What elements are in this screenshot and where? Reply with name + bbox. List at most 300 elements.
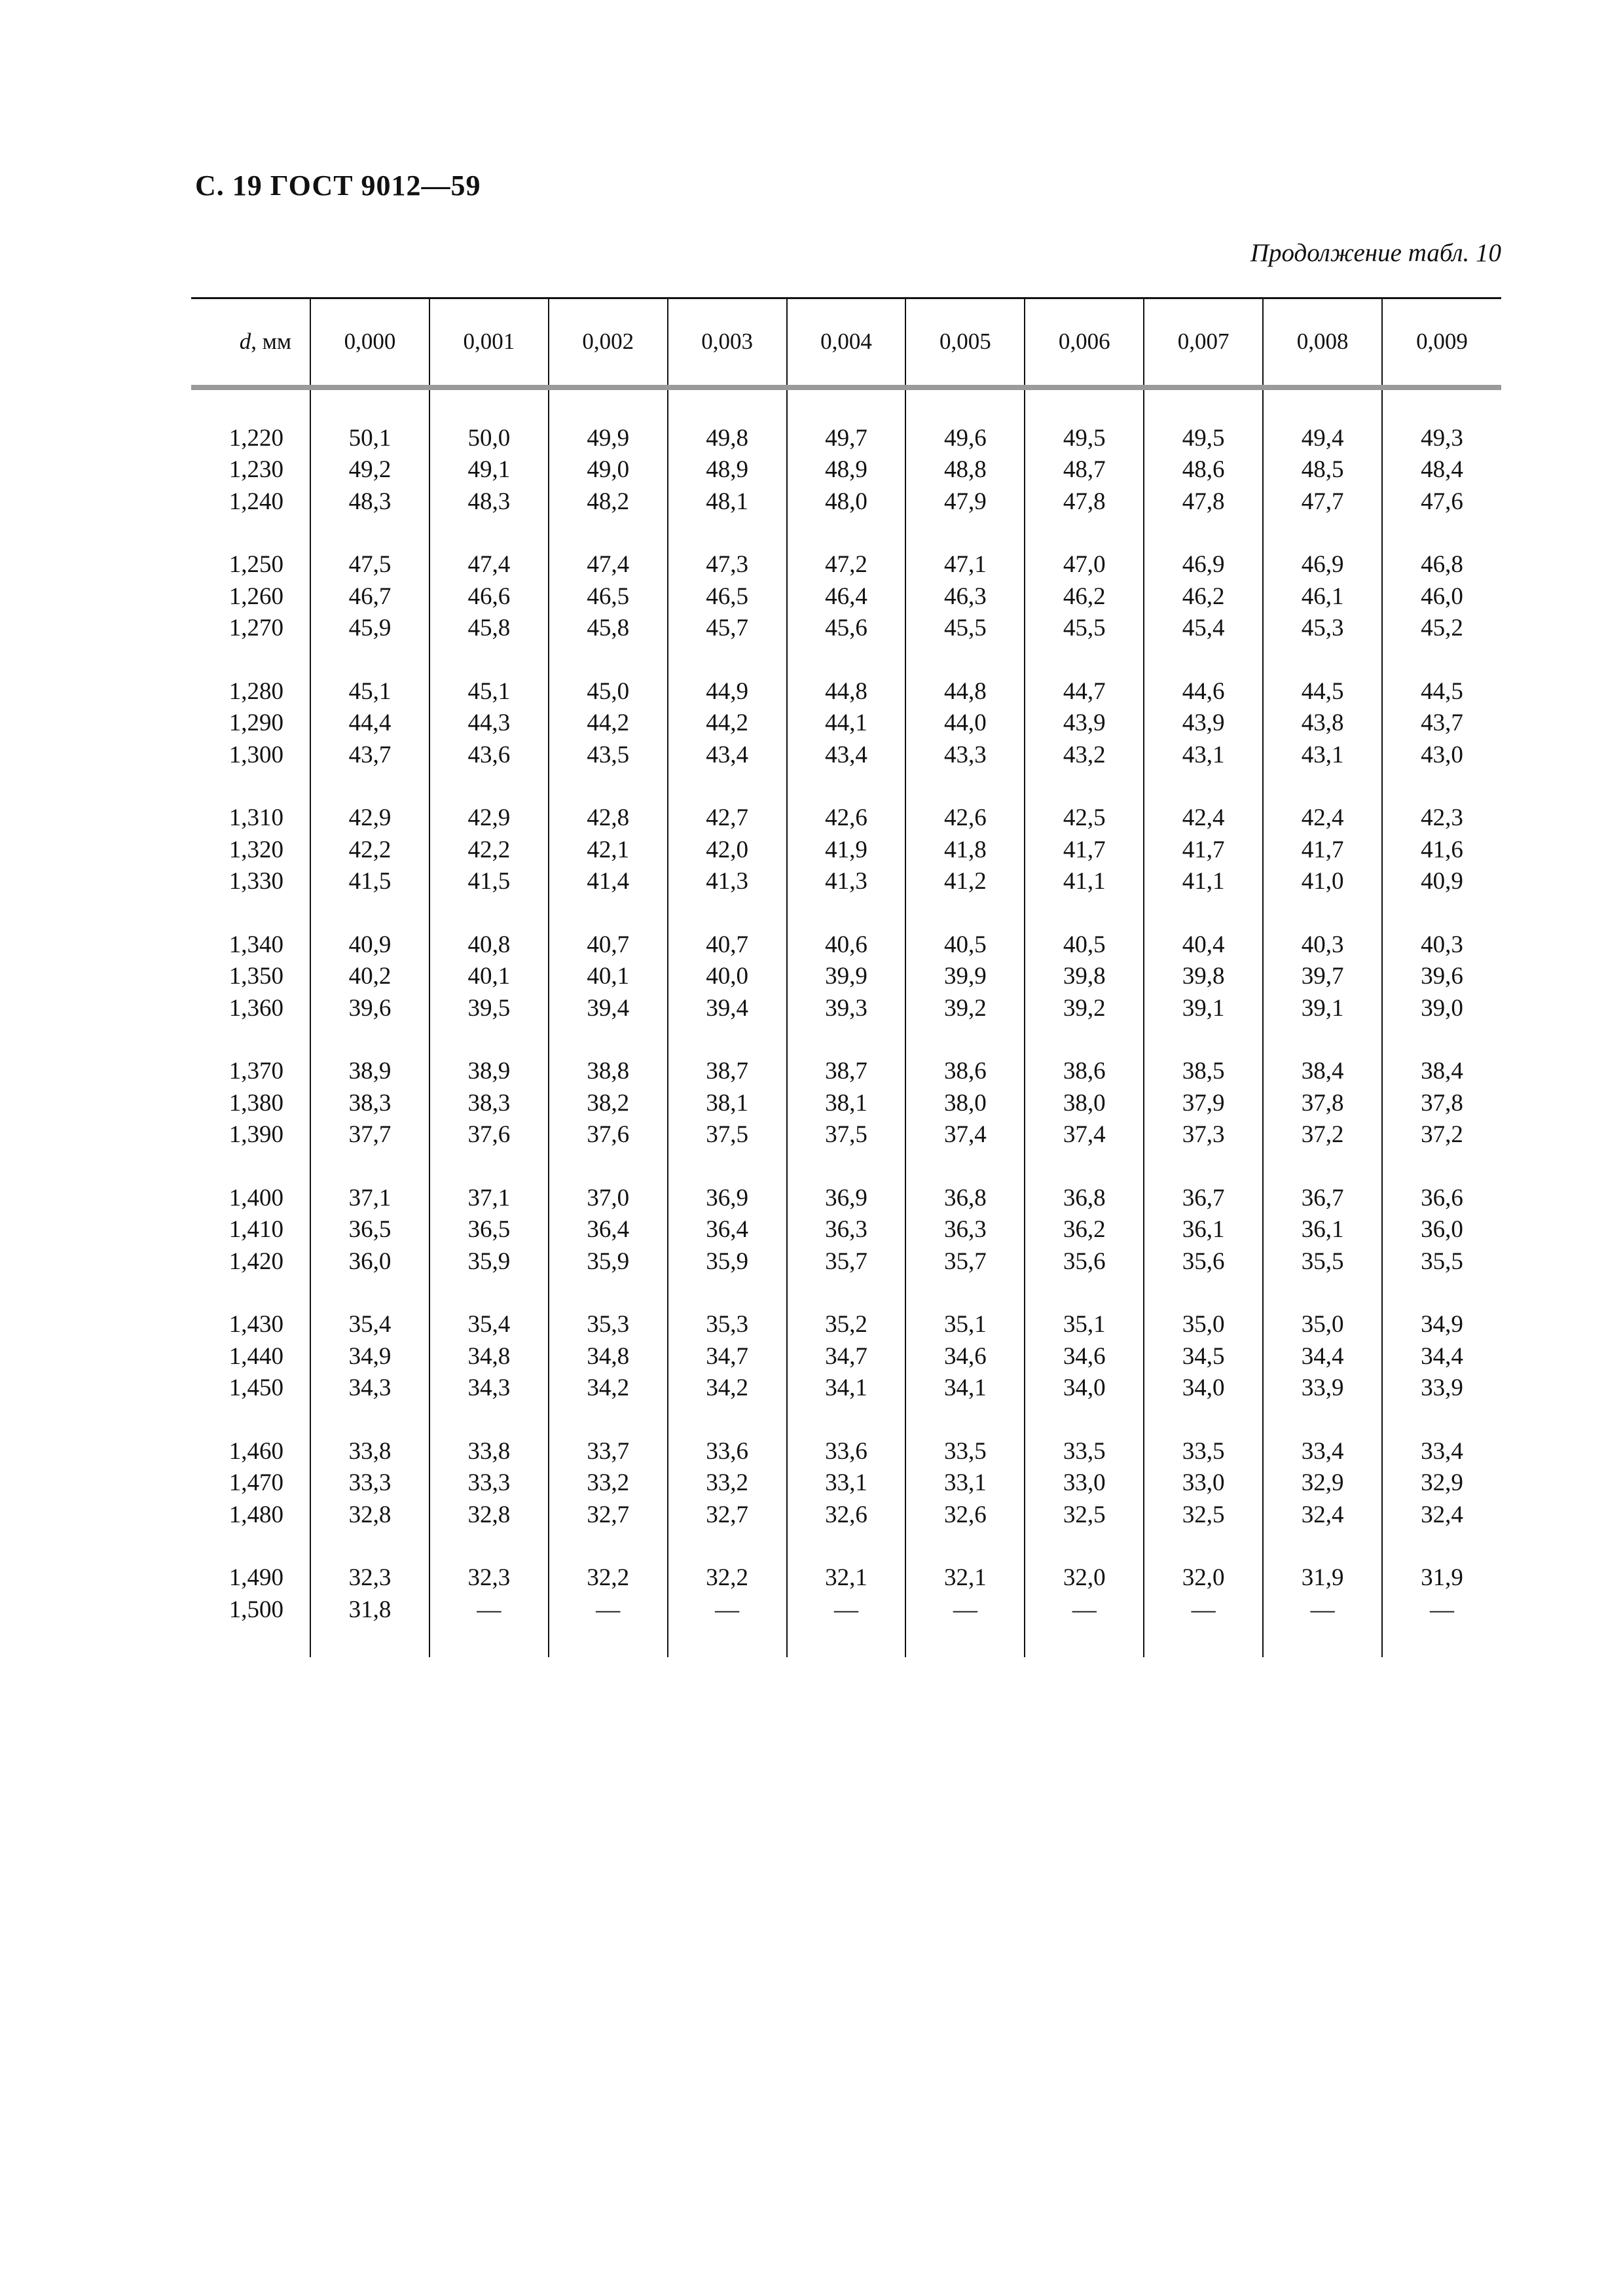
table-value: — bbox=[715, 1596, 740, 1623]
spacer-cell bbox=[191, 1626, 310, 1657]
value-cell bbox=[787, 1405, 906, 1532]
d-values-cell bbox=[191, 645, 310, 772]
table-value: 49,3 bbox=[1421, 424, 1463, 452]
table-value: 39,5 bbox=[467, 994, 511, 1022]
d-value: 1,270 bbox=[228, 615, 283, 641]
table-value: 46,9 bbox=[1301, 551, 1344, 578]
table-value: 44,2 bbox=[706, 709, 748, 736]
d-value: 1,320 bbox=[228, 836, 283, 863]
table-value: 38,9 bbox=[348, 1058, 392, 1085]
value-cell bbox=[1382, 1278, 1501, 1405]
value-cell bbox=[310, 1531, 429, 1626]
table-value: 46,7 bbox=[348, 583, 392, 610]
value-cell bbox=[1144, 1405, 1263, 1532]
table-value: 48,2 bbox=[587, 488, 630, 515]
table-value: 40,9 bbox=[1421, 868, 1463, 895]
table-value: 33,0 bbox=[1182, 1469, 1225, 1496]
value-cell bbox=[787, 1151, 906, 1278]
value-cell bbox=[1144, 898, 1263, 1025]
table-value: 32,7 bbox=[587, 1501, 630, 1528]
table-value: 36,4 bbox=[587, 1216, 630, 1243]
table-value: 32,4 bbox=[1301, 1501, 1344, 1528]
table-value: 49,6 bbox=[944, 424, 987, 452]
table-value: 34,1 bbox=[944, 1374, 987, 1401]
d-value: 1,460 bbox=[228, 1437, 283, 1465]
table-value: 34,7 bbox=[706, 1342, 748, 1370]
table-value: 42,7 bbox=[706, 804, 748, 831]
table-value: 44,1 bbox=[825, 709, 867, 736]
table-value: 35,5 bbox=[1421, 1247, 1463, 1275]
value-cell bbox=[1144, 1531, 1263, 1626]
table-value: 43,6 bbox=[467, 741, 511, 768]
table-value: 43,2 bbox=[1063, 741, 1106, 768]
table-value: 46,5 bbox=[587, 583, 630, 610]
value-cell bbox=[668, 1151, 787, 1278]
table-value: 48,5 bbox=[1301, 456, 1344, 483]
table-value: 48,8 bbox=[944, 456, 987, 483]
value-cell bbox=[549, 1278, 668, 1405]
d-values-cell bbox=[191, 1531, 310, 1626]
table-value: 38,6 bbox=[1063, 1058, 1106, 1085]
table-value: 39,0 bbox=[1421, 994, 1463, 1022]
value-cell bbox=[668, 645, 787, 772]
table-value: 40,8 bbox=[467, 931, 511, 958]
value-cell bbox=[1025, 1151, 1144, 1278]
table-value: 34,9 bbox=[348, 1342, 392, 1370]
table-value: 38,2 bbox=[587, 1089, 630, 1117]
table-value: 41,7 bbox=[1301, 836, 1344, 863]
table-container bbox=[191, 297, 1501, 1657]
table-value: 46,0 bbox=[1421, 583, 1463, 610]
table-value: 34,0 bbox=[1063, 1374, 1106, 1401]
value-cell bbox=[1263, 1278, 1382, 1405]
table-value: 40,9 bbox=[348, 931, 392, 958]
table-value: 42,8 bbox=[587, 804, 630, 831]
value-cell bbox=[787, 645, 906, 772]
table-value: 36,8 bbox=[944, 1184, 987, 1211]
table-value: 43,5 bbox=[587, 741, 630, 768]
d-value: 1,470 bbox=[228, 1469, 283, 1496]
table-value: 39,2 bbox=[1063, 994, 1106, 1022]
table-value: 49,1 bbox=[467, 456, 511, 483]
table-value: 45,5 bbox=[944, 615, 987, 641]
d-value: 1,260 bbox=[228, 583, 283, 610]
table-value: 49,7 bbox=[825, 424, 867, 452]
table-value: 49,9 bbox=[587, 424, 630, 452]
table-value: 47,6 bbox=[1421, 488, 1463, 515]
table-value: — bbox=[596, 1596, 621, 1623]
table-value: 45,1 bbox=[467, 677, 511, 705]
table-value: 42,9 bbox=[348, 804, 392, 831]
table-value: 32,3 bbox=[348, 1564, 392, 1591]
value-cell bbox=[429, 1151, 549, 1278]
table-value: 39,8 bbox=[1063, 963, 1106, 990]
spacer-cell bbox=[1025, 1626, 1144, 1657]
table-value: 34,4 bbox=[1301, 1342, 1344, 1370]
value-cell bbox=[429, 387, 549, 518]
value-cell bbox=[429, 898, 549, 1025]
value-cell bbox=[1144, 645, 1263, 772]
d-value: 1,250 bbox=[228, 551, 283, 578]
table-value: 32,2 bbox=[587, 1564, 630, 1591]
d-value: 1,240 bbox=[228, 488, 283, 515]
table-value: 35,9 bbox=[467, 1247, 511, 1275]
table-value: 44,0 bbox=[944, 709, 987, 736]
value-cell bbox=[549, 387, 668, 518]
d-values-cell bbox=[191, 1278, 310, 1405]
table-value: 37,8 bbox=[1421, 1089, 1463, 1117]
value-cell bbox=[1263, 518, 1382, 645]
table-value: 32,2 bbox=[706, 1564, 748, 1591]
table-value: 40,7 bbox=[587, 931, 630, 958]
table-value: 33,6 bbox=[706, 1437, 748, 1465]
spacer-cell bbox=[310, 1626, 429, 1657]
table-value: 41,9 bbox=[825, 836, 867, 863]
value-cell bbox=[1025, 645, 1144, 772]
table-value: — bbox=[1430, 1596, 1454, 1623]
value-cell bbox=[787, 771, 906, 898]
table-value: 43,8 bbox=[1301, 709, 1344, 736]
value-cell bbox=[905, 1024, 1025, 1151]
table-value: 46,4 bbox=[825, 583, 867, 610]
table-value: — bbox=[1310, 1596, 1335, 1623]
table-row-group bbox=[191, 1405, 1501, 1532]
table-value: 34,7 bbox=[825, 1342, 867, 1370]
table-value: 39,9 bbox=[944, 963, 987, 990]
table-value: 42,4 bbox=[1301, 804, 1344, 831]
d-value: 1,450 bbox=[228, 1374, 283, 1401]
table-value: 39,6 bbox=[348, 994, 392, 1022]
table-value: 33,9 bbox=[1421, 1374, 1463, 1401]
value-cell bbox=[1025, 898, 1144, 1025]
d-value: 1,370 bbox=[228, 1058, 283, 1085]
table-value: 32,9 bbox=[1421, 1469, 1463, 1496]
table-value: 40,3 bbox=[1301, 931, 1344, 958]
value-cell bbox=[787, 1024, 906, 1151]
table-value: 36,7 bbox=[1301, 1184, 1344, 1211]
table-value: 39,9 bbox=[825, 963, 867, 990]
table-value: 40,0 bbox=[706, 963, 748, 990]
table-value: 37,2 bbox=[1421, 1121, 1463, 1148]
table-value: 45,1 bbox=[348, 677, 392, 705]
table-value: 38,5 bbox=[1182, 1058, 1225, 1085]
table-value: 42,2 bbox=[467, 836, 511, 863]
value-cell bbox=[668, 898, 787, 1025]
table-value: 49,8 bbox=[706, 424, 748, 452]
header-cell: 0,003 bbox=[668, 298, 787, 387]
table-value: 34,9 bbox=[1421, 1311, 1463, 1338]
d-value: 1,310 bbox=[228, 804, 283, 831]
value-cell bbox=[905, 771, 1025, 898]
table-value: 36,9 bbox=[825, 1184, 867, 1211]
table-value: 47,8 bbox=[1063, 488, 1106, 515]
table-value: 39,1 bbox=[1182, 994, 1225, 1022]
table-value: 48,3 bbox=[348, 488, 392, 515]
value-cell bbox=[787, 898, 906, 1025]
d-value: 1,480 bbox=[228, 1501, 283, 1528]
table-value: 47,8 bbox=[1182, 488, 1225, 515]
value-cell bbox=[429, 645, 549, 772]
d-values-cell bbox=[191, 518, 310, 645]
table-value: 33,9 bbox=[1301, 1374, 1344, 1401]
table-value: 44,6 bbox=[1182, 677, 1225, 705]
table-value: 45,3 bbox=[1301, 615, 1344, 641]
d-value: 1,440 bbox=[228, 1342, 283, 1370]
value-cell bbox=[1382, 387, 1501, 518]
table-value: 33,6 bbox=[825, 1437, 867, 1465]
value-cell bbox=[787, 1531, 906, 1626]
header-cell: 0,009 bbox=[1382, 298, 1501, 387]
d-value: 1,340 bbox=[228, 931, 283, 958]
table-value: 33,1 bbox=[944, 1469, 987, 1496]
value-cell bbox=[1144, 1278, 1263, 1405]
d-value: 1,420 bbox=[228, 1247, 283, 1275]
table-value: 34,6 bbox=[944, 1342, 987, 1370]
table-value: 47,3 bbox=[706, 551, 748, 578]
table-value: 36,5 bbox=[467, 1216, 511, 1243]
value-cell bbox=[1144, 1024, 1263, 1151]
table-value: 45,5 bbox=[1063, 615, 1106, 641]
table-value: 35,6 bbox=[1063, 1247, 1106, 1275]
value-cell bbox=[549, 1024, 668, 1151]
table-value: 48,6 bbox=[1182, 456, 1225, 483]
table-value: 33,5 bbox=[944, 1437, 987, 1465]
table-value: 36,5 bbox=[348, 1216, 392, 1243]
table-value: 39,7 bbox=[1301, 963, 1344, 990]
header-cell: 0,002 bbox=[549, 298, 668, 387]
header-cell: 0,004 bbox=[787, 298, 906, 387]
value-cell bbox=[905, 518, 1025, 645]
table-value: 33,3 bbox=[348, 1469, 392, 1496]
table-value: 33,8 bbox=[467, 1437, 511, 1465]
value-cell bbox=[310, 771, 429, 898]
table-value: 36,2 bbox=[1063, 1216, 1106, 1243]
d-values-cell bbox=[191, 387, 310, 518]
table-value: 35,6 bbox=[1182, 1247, 1225, 1275]
header-cell: 0,007 bbox=[1144, 298, 1263, 387]
value-cell bbox=[429, 1405, 549, 1532]
table-value: 41,2 bbox=[944, 868, 987, 895]
table-value: 32,8 bbox=[348, 1501, 392, 1528]
table-value: 31,9 bbox=[1421, 1564, 1463, 1591]
table-value: 36,6 bbox=[1421, 1184, 1463, 1211]
table-value: 43,7 bbox=[348, 741, 392, 768]
table-row-group bbox=[191, 387, 1501, 518]
value-cell bbox=[1263, 1024, 1382, 1151]
value-cell bbox=[429, 1024, 549, 1151]
header-var: d bbox=[239, 329, 251, 355]
table-value: — bbox=[834, 1596, 858, 1623]
table-value: 33,7 bbox=[587, 1437, 630, 1465]
table-value: 48,9 bbox=[706, 456, 748, 483]
table-row-group bbox=[191, 518, 1501, 645]
table-bottom-spacer bbox=[191, 1626, 1501, 1657]
value-cell bbox=[1382, 1151, 1501, 1278]
value-cell bbox=[1263, 771, 1382, 898]
value-cell bbox=[310, 1405, 429, 1532]
table-value: 37,4 bbox=[944, 1121, 987, 1148]
table-value: 44,8 bbox=[944, 677, 987, 705]
value-cell bbox=[1382, 771, 1501, 898]
table-value: 47,1 bbox=[944, 551, 987, 578]
value-cell bbox=[905, 1531, 1025, 1626]
table-value: 39,8 bbox=[1182, 963, 1225, 990]
table-value: 38,4 bbox=[1301, 1058, 1344, 1085]
header-unit: , мм bbox=[251, 329, 291, 355]
table-value: 39,4 bbox=[587, 994, 630, 1022]
table-value: 47,4 bbox=[467, 551, 511, 578]
table-value: 49,5 bbox=[1182, 424, 1225, 452]
table-value: 36,4 bbox=[706, 1216, 748, 1243]
spacer-cell bbox=[1382, 1626, 1501, 1657]
value-cell bbox=[787, 1278, 906, 1405]
table-value: 42,6 bbox=[825, 804, 867, 831]
table-value: 49,0 bbox=[587, 456, 630, 483]
table-value: 35,1 bbox=[1063, 1311, 1106, 1338]
table-value: 38,1 bbox=[706, 1089, 748, 1117]
table-value: 32,4 bbox=[1421, 1501, 1463, 1528]
value-cell bbox=[1025, 771, 1144, 898]
table-value: 45,7 bbox=[706, 615, 748, 641]
table-value: 41,4 bbox=[587, 868, 630, 895]
table-value: 45,8 bbox=[467, 615, 511, 641]
table-value: 32,6 bbox=[825, 1501, 867, 1528]
table-value: 33,0 bbox=[1063, 1469, 1106, 1496]
table-value: 36,0 bbox=[348, 1247, 392, 1275]
table-value: 34,5 bbox=[1182, 1342, 1225, 1370]
spacer-cell bbox=[787, 1626, 906, 1657]
table-value: 40,4 bbox=[1182, 931, 1225, 958]
table-value: 41,1 bbox=[1063, 868, 1106, 895]
table-value: 35,4 bbox=[467, 1311, 511, 1338]
table-value: 45,8 bbox=[587, 615, 630, 641]
table-value: 41,7 bbox=[1063, 836, 1106, 863]
value-cell bbox=[1144, 771, 1263, 898]
value-cell bbox=[1263, 1151, 1382, 1278]
table-value: 40,5 bbox=[944, 931, 987, 958]
table-value: 31,8 bbox=[348, 1596, 392, 1623]
value-cell bbox=[310, 387, 429, 518]
table-value: 32,1 bbox=[944, 1564, 987, 1591]
table-value: — bbox=[1072, 1596, 1097, 1623]
table-value: 37,1 bbox=[467, 1184, 511, 1211]
d-value: 1,500 bbox=[228, 1596, 283, 1623]
d-value: 1,360 bbox=[228, 994, 283, 1022]
table-value: 36,7 bbox=[1182, 1184, 1225, 1211]
table-value: 38,1 bbox=[825, 1089, 867, 1117]
table-value: 39,1 bbox=[1301, 994, 1344, 1022]
d-value: 1,230 bbox=[228, 456, 283, 483]
table-value: 46,8 bbox=[1421, 551, 1463, 578]
table-value: 33,8 bbox=[348, 1437, 392, 1465]
value-cell bbox=[668, 387, 787, 518]
value-cell bbox=[310, 1024, 429, 1151]
table-value: 43,9 bbox=[1182, 709, 1225, 736]
table-value: 31,9 bbox=[1301, 1564, 1344, 1591]
d-values-cell bbox=[191, 1151, 310, 1278]
table-body bbox=[191, 387, 1501, 1658]
spacer-cell bbox=[668, 1626, 787, 1657]
table-value: 40,5 bbox=[1063, 931, 1106, 958]
data-table bbox=[191, 297, 1501, 1657]
value-cell bbox=[549, 1531, 668, 1626]
table-value: 48,0 bbox=[825, 488, 867, 515]
table-value: 42,2 bbox=[348, 836, 392, 863]
table-value: 40,1 bbox=[467, 963, 511, 990]
table-value: 32,5 bbox=[1182, 1501, 1225, 1528]
table-value: 42,1 bbox=[587, 836, 630, 863]
table-value: 35,3 bbox=[587, 1311, 630, 1338]
value-cell bbox=[429, 771, 549, 898]
table-value: 32,3 bbox=[467, 1564, 511, 1591]
table-value: 38,6 bbox=[944, 1058, 987, 1085]
table-value: — bbox=[1191, 1596, 1216, 1623]
table-value: 42,3 bbox=[1421, 804, 1463, 831]
value-cell bbox=[1025, 1278, 1144, 1405]
table-value: 43,0 bbox=[1421, 741, 1463, 768]
table-value: 43,3 bbox=[944, 741, 987, 768]
value-cell bbox=[1025, 1531, 1144, 1626]
d-value: 1,220 bbox=[228, 424, 283, 452]
value-cell bbox=[905, 898, 1025, 1025]
table-value: 33,2 bbox=[706, 1469, 748, 1496]
table-value: 44,9 bbox=[706, 677, 748, 705]
value-cell bbox=[668, 518, 787, 645]
table-value: 36,1 bbox=[1301, 1216, 1344, 1243]
value-cell bbox=[668, 1278, 787, 1405]
table-value: 43,1 bbox=[1301, 741, 1344, 768]
value-cell bbox=[905, 1278, 1025, 1405]
header-cell: 0,006 bbox=[1025, 298, 1144, 387]
value-cell bbox=[1263, 898, 1382, 1025]
d-value: 1,380 bbox=[228, 1089, 283, 1117]
value-cell bbox=[1382, 1024, 1501, 1151]
table-value: 46,1 bbox=[1301, 583, 1344, 610]
table-value: 37,3 bbox=[1182, 1121, 1225, 1148]
table-value: 46,3 bbox=[944, 583, 987, 610]
table-value: 33,4 bbox=[1421, 1437, 1463, 1465]
table-value: 33,1 bbox=[825, 1469, 867, 1496]
value-cell bbox=[787, 518, 906, 645]
value-cell bbox=[1382, 518, 1501, 645]
value-cell bbox=[905, 1405, 1025, 1532]
table-value: 37,6 bbox=[587, 1121, 630, 1148]
table-value: 45,2 bbox=[1421, 615, 1463, 641]
table-value: 35,2 bbox=[825, 1311, 867, 1338]
table-value: 37,4 bbox=[1063, 1121, 1106, 1148]
value-cell bbox=[1144, 518, 1263, 645]
table-value: 40,6 bbox=[825, 931, 867, 958]
table-value: 34,6 bbox=[1063, 1342, 1106, 1370]
value-cell bbox=[1025, 387, 1144, 518]
spacer-cell bbox=[429, 1626, 549, 1657]
table-value: 45,0 bbox=[587, 677, 630, 705]
value-cell bbox=[310, 1278, 429, 1405]
table-continuation-note: Продолжение табл. 10 bbox=[1250, 239, 1501, 267]
table-value: 49,4 bbox=[1301, 424, 1344, 452]
value-cell bbox=[1144, 1151, 1263, 1278]
table-row-group bbox=[191, 1151, 1501, 1278]
table-value: 49,2 bbox=[348, 456, 392, 483]
table-value: 32,7 bbox=[706, 1501, 748, 1528]
table-value: 38,0 bbox=[944, 1089, 987, 1117]
value-cell bbox=[668, 1405, 787, 1532]
value-cell bbox=[905, 645, 1025, 772]
page-header: С. 19 ГОСТ 9012—59 bbox=[195, 170, 481, 202]
table-value: 46,9 bbox=[1182, 551, 1225, 578]
d-value: 1,290 bbox=[228, 709, 283, 736]
table-value: 34,1 bbox=[825, 1374, 867, 1401]
